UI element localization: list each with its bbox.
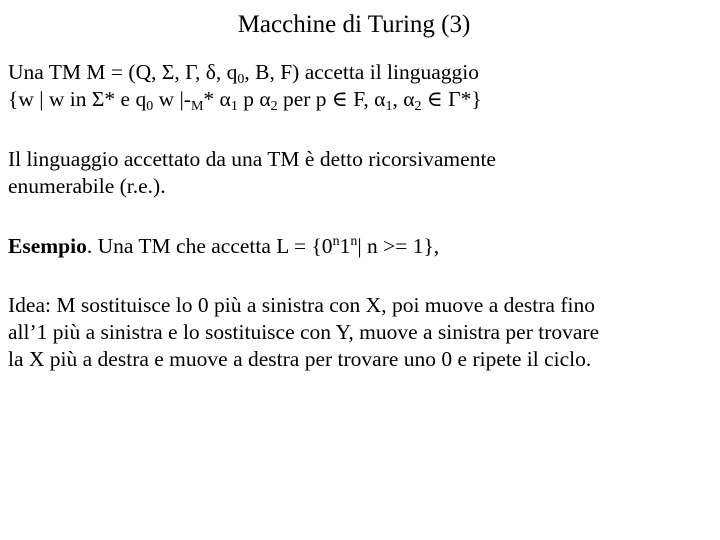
language-text: per p ∈ F, α bbox=[277, 87, 386, 111]
subscript: 0 bbox=[237, 72, 245, 87]
example-text: | n >= 1}, bbox=[357, 234, 440, 258]
tm-definition-line-1 bbox=[8, 59, 712, 86]
subscript: 1 bbox=[385, 99, 393, 114]
language-text: {w | w in Σ* e q bbox=[8, 87, 147, 111]
language-text: ∈ Γ*} bbox=[421, 87, 482, 111]
example-text: 1 bbox=[339, 234, 351, 258]
idea-paragraph bbox=[8, 292, 712, 373]
superscript: n bbox=[350, 234, 358, 249]
recursive-line-1: Il linguaggio accettato da una TM è detto ricorsivamente bbox=[8, 147, 496, 171]
subscript: 0 bbox=[146, 99, 154, 114]
idea-line-3: la X più a destra e muove a destra per trovare uno 0 e ripete il ciclo. bbox=[8, 347, 592, 371]
example-text: . Una TM che accetta L = {0 bbox=[86, 234, 333, 258]
language-text: w |- bbox=[153, 87, 191, 111]
subscript: M bbox=[190, 99, 204, 114]
tm-definition-paragraph bbox=[8, 59, 712, 113]
language-text: p α bbox=[237, 87, 271, 111]
superscript: n bbox=[332, 234, 340, 249]
recursive-enumerable-paragraph bbox=[8, 146, 712, 200]
subscript: 2 bbox=[270, 99, 278, 114]
subscript: 2 bbox=[414, 99, 422, 114]
tm-definition-text: , B, F) accetta il linguaggio bbox=[244, 60, 480, 84]
tm-definition-line-2 bbox=[8, 86, 712, 113]
example-paragraph bbox=[8, 233, 712, 260]
example-line bbox=[8, 233, 712, 260]
example-label: Esempio bbox=[8, 234, 87, 258]
recursive-line-2: enumerabile (r.e.). bbox=[8, 174, 166, 198]
language-text: , α bbox=[392, 87, 415, 111]
tm-definition-text: Una TM M = (Q, Σ, Γ, δ, q bbox=[8, 60, 238, 84]
slide-title: Macchine di Turing (3) bbox=[237, 11, 471, 38]
idea-line-2: all’1 più a sinistra e lo sostituisce con Y, muove a sinistra per trovare bbox=[8, 320, 600, 344]
idea-line-1: Idea: M sostituisce lo 0 più a sinistra con X, poi muove a destra fino bbox=[8, 293, 595, 317]
language-text: * α bbox=[203, 87, 231, 111]
subscript: 1 bbox=[230, 99, 238, 114]
